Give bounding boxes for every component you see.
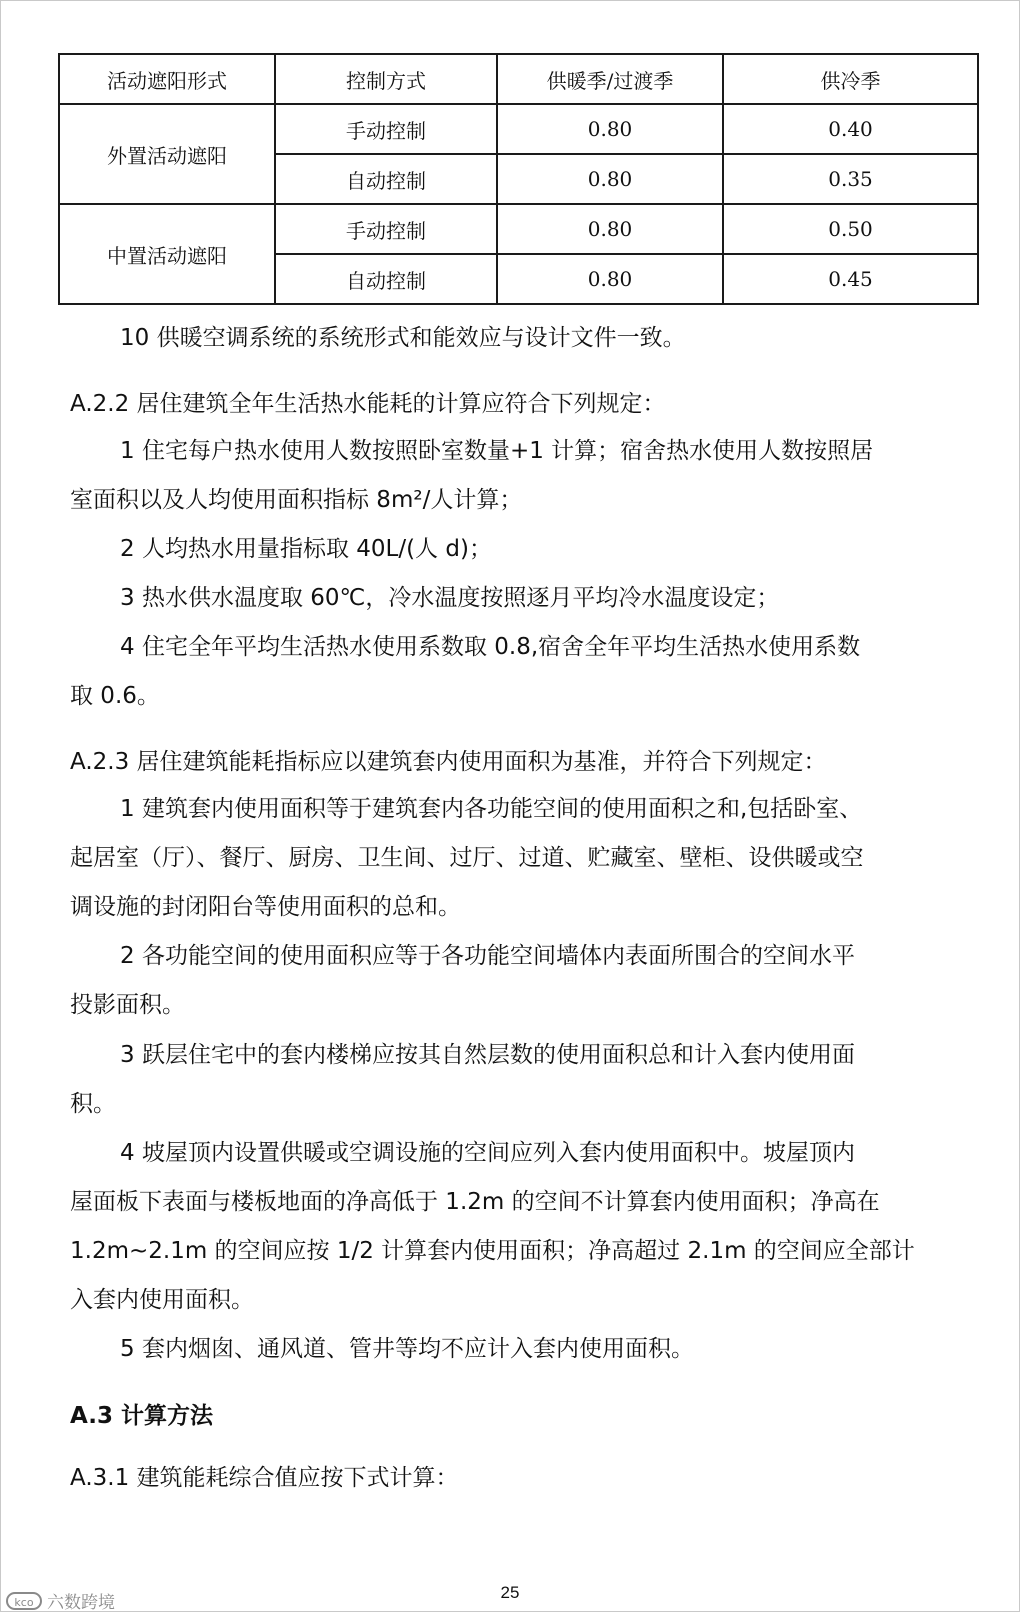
- table-header-cell: 活动遮阳形式: [59, 54, 275, 104]
- cooling-value-cell: 0.40: [723, 104, 978, 154]
- control-mode-cell: 自动控制: [275, 254, 497, 304]
- control-mode-cell: 自动控制: [275, 154, 497, 204]
- item-line: 1 住宅每户热水使用人数按照卧室数量+1 计算；宿舍热水使用人数按照居: [120, 438, 874, 464]
- cooling-value-cell: 0.35: [723, 154, 978, 204]
- heating-value-cell: 0.80: [497, 154, 723, 204]
- item-line: 10 供暖空调系统的系统形式和能效应与设计文件一致。: [120, 325, 686, 351]
- clause-heading: A.2.3 居住建筑能耗指标应以建筑套内使用面积为基准，并符合下列规定：: [70, 749, 827, 775]
- shading-coefficient-table: [58, 53, 979, 305]
- item-line: 5 套内烟囱、通风道、管井等均不应计入套内使用面积。: [120, 1336, 694, 1362]
- item-line: 2 各功能空间的使用面积应等于各功能空间墙体内表面所围合的空间水平: [120, 943, 855, 969]
- paragraph-line: 屋面板下表面与楼板地面的净高低于 1.2m 的空间不计算套内使用面积；净高在: [70, 1189, 880, 1215]
- paragraph-line: 积。: [70, 1091, 116, 1117]
- table-header-cell: 供暖季/过渡季: [497, 54, 723, 104]
- paragraph-line: 调设施的封闭阳台等使用面积的总和。: [70, 894, 461, 920]
- item-line: 3 热水供水温度取 60℃，冷水温度按照逐月平均冷水温度设定；: [120, 585, 780, 611]
- paragraph-line: 取 0.6。: [70, 683, 160, 709]
- heating-value-cell: 0.80: [497, 254, 723, 304]
- clause-heading: A.2.2 居住建筑全年生活热水能耗的计算应符合下列规定：: [70, 391, 666, 417]
- paragraph-line: 1.2m~2.1m 的空间应按 1/2 计算套内使用面积；净高超过 2.1m 的空间应全部计: [70, 1238, 915, 1264]
- item-line: 1 建筑套内使用面积等于建筑套内各功能空间的使用面积之和,包括卧室、: [120, 796, 863, 822]
- cooling-value-cell: 0.45: [723, 254, 978, 304]
- heating-value-cell: 0.80: [497, 204, 723, 254]
- paragraph-line: 投影面积。: [70, 992, 185, 1018]
- shading-type-cell: 中置活动遮阳: [59, 204, 275, 304]
- cooling-value-cell: 0.50: [723, 204, 978, 254]
- paragraph-line: 起居室（厅）、餐厅、厨房、卫生间、过厅、过道、贮藏室、壁柜、设供暖或空: [70, 845, 864, 871]
- table-header-row: [59, 54, 978, 104]
- shading-type-cell: 外置活动遮阳: [59, 104, 275, 204]
- section-heading: A.3 计算方法: [70, 1403, 213, 1429]
- paragraph-line: 室面积以及人均使用面积指标 8m²/人计算；: [70, 487, 523, 513]
- heating-value-cell: 0.80: [497, 104, 723, 154]
- clause-heading: A.3.1 建筑能耗综合值应按下式计算：: [70, 1465, 459, 1491]
- table-header-cell: 控制方式: [275, 54, 497, 104]
- control-mode-cell: 手动控制: [275, 204, 497, 254]
- page-number: 25: [500, 1583, 520, 1602]
- paragraph-line: 入套内使用面积。: [70, 1287, 254, 1313]
- item-line: 3 跃层住宅中的套内楼梯应按其自然层数的使用面积总和计入套内使用面: [120, 1042, 855, 1068]
- item-line: 4 坡屋顶内设置供暖或空调设施的空间应列入套内使用面积中。坡屋顶内: [120, 1140, 855, 1166]
- item-line: 4 住宅全年平均生活热水使用系数取 0.8,宿舍全年平均生活热水使用系数: [120, 634, 861, 660]
- watermark-logo-icon: kco: [6, 1592, 42, 1610]
- item-line: 2 人均热水用量指标取 40L/(人 d)；: [120, 536, 492, 562]
- table-row: [59, 104, 978, 154]
- table-row: [59, 204, 978, 254]
- watermark-text: 六数跨境: [47, 1593, 115, 1613]
- control-mode-cell: 手动控制: [275, 104, 497, 154]
- table-header-cell: 供冷季: [723, 54, 978, 104]
- watermark: [6, 1588, 115, 1613]
